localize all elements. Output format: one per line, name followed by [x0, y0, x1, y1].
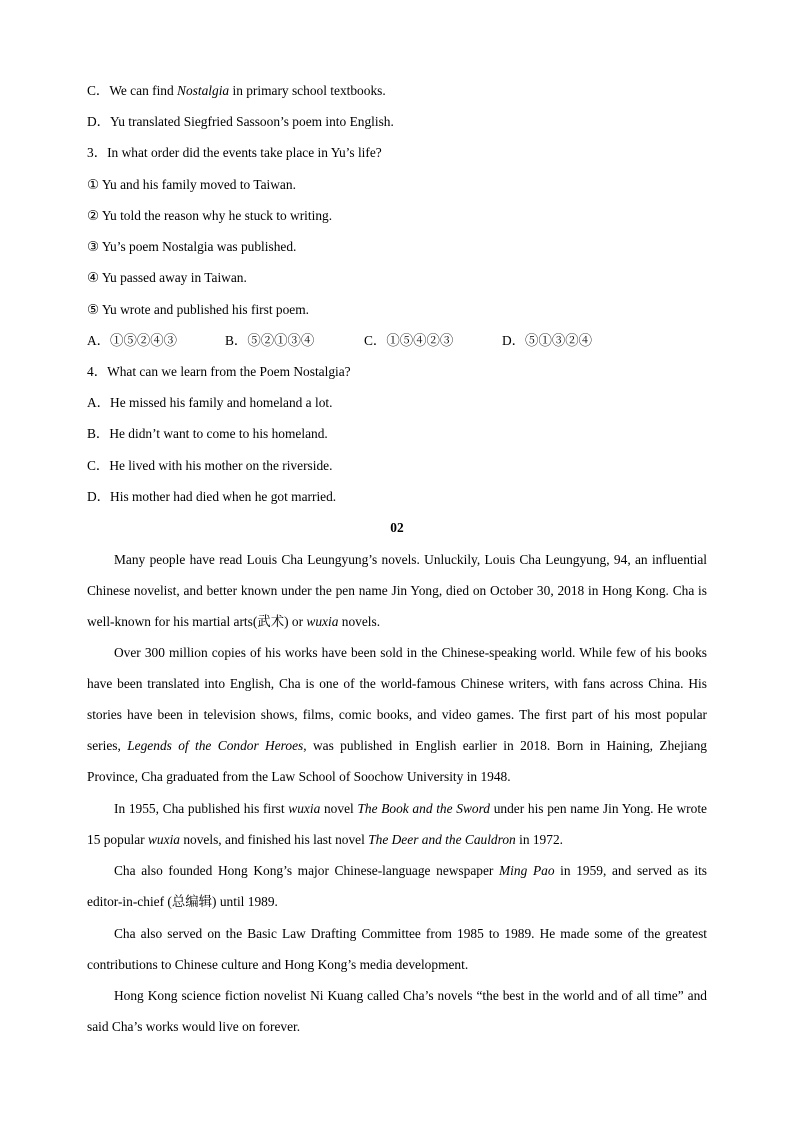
passage-paragraph-3: In 1955, Cha published his first wuxia novel The Book and the Sword under his pen name Jin Yong. He wrote 15 popular wuxia novels, and finished his last novel The Deer and the Cauldron in 1972.	[87, 801, 707, 848]
q4-stem: 4．What can we learn from the Poem Nostalgia?	[87, 364, 351, 379]
passage-paragraph-2: Over 300 million copies of his works have been sold in the Chinese-speaking world. While few of his books have been translated into English, Cha is one of the world-famous Chinese writers, with fans across China. His stories have been in television shows, films, comic books, and video games. The first part of his most popular series, Legends of the Condor Heroes, was published in English earlier in 2018. Born in Haining, Zhejiang Province, Cha graduated from the Law School of Soochow University in 1948.	[87, 645, 707, 785]
passage-paragraph-6: Hong Kong science fiction novelist Ni Kuang called Cha’s novels “the best in the world and of all time” and said Cha’s works would live on forever.	[87, 988, 707, 1035]
q3-event-2: ② Yu told the reason why he stuck to writing.	[87, 208, 333, 223]
q2-option-c	[87, 82, 386, 100]
q3-stem: 3．In what order did the events take place in Yu’s life?	[87, 145, 382, 160]
q4-option-c: C．He lived with his mother on the riverside.	[87, 458, 333, 473]
q4-option-d: D．His mother had died when he got married.	[87, 489, 337, 504]
passage-paragraph-5: Cha also served on the Basic Law Drafting Committee from 1985 to 1989. He made some of the greatest contributions to Chinese culture and Hong Kong’s media development.	[87, 926, 707, 973]
q2-option-c-title: Nostalgia	[177, 83, 230, 98]
q2-option-c-prefix: C．We can find	[87, 83, 178, 98]
q4-option-b: B．He didn’t want to come to his homeland.	[87, 426, 328, 441]
q3-option-c: C．①⑤④②③	[364, 333, 454, 348]
q3-event-5: ⑤ Yu wrote and published his first poem.	[87, 302, 310, 317]
passage-paragraph-4: Cha also founded Hong Kong’s major Chinese-language newspaper Ming Pao in 1959, and served as its editor-in-chief (总编辑) until 1989.	[87, 863, 708, 910]
q2-option-c-suffix: in primary school textbooks.	[229, 83, 386, 98]
q4-option-a: A．He missed his family and homeland a lot.	[87, 395, 333, 410]
q2-option-d: D．Yu translated Siegfried Sassoon’s poem into English.	[87, 114, 394, 129]
q3-event-1: ① Yu and his family moved to Taiwan.	[87, 177, 296, 192]
passage-paragraph-1: Many people have read Louis Cha Leungyung’s novels. Unluckily, Louis Cha Leungyung, 94, an influential Chinese novelist, and better known under the pen name Jin Yong, died on October 30, 2018 in Hong Kong. Cha is well-known for his martial arts(武术) or wuxia novels.	[87, 552, 707, 630]
q3-option-a: A．①⑤②④③	[87, 333, 178, 348]
q3-event-4: ④ Yu passed away in Taiwan.	[87, 270, 247, 285]
section-number: 02	[390, 520, 404, 535]
q3-option-d: D．⑤①③②④	[502, 333, 593, 348]
q3-option-b: B．⑤②①③④	[225, 333, 315, 348]
q3-event-3: ③ Yu’s poem Nostalgia was published.	[87, 239, 297, 254]
